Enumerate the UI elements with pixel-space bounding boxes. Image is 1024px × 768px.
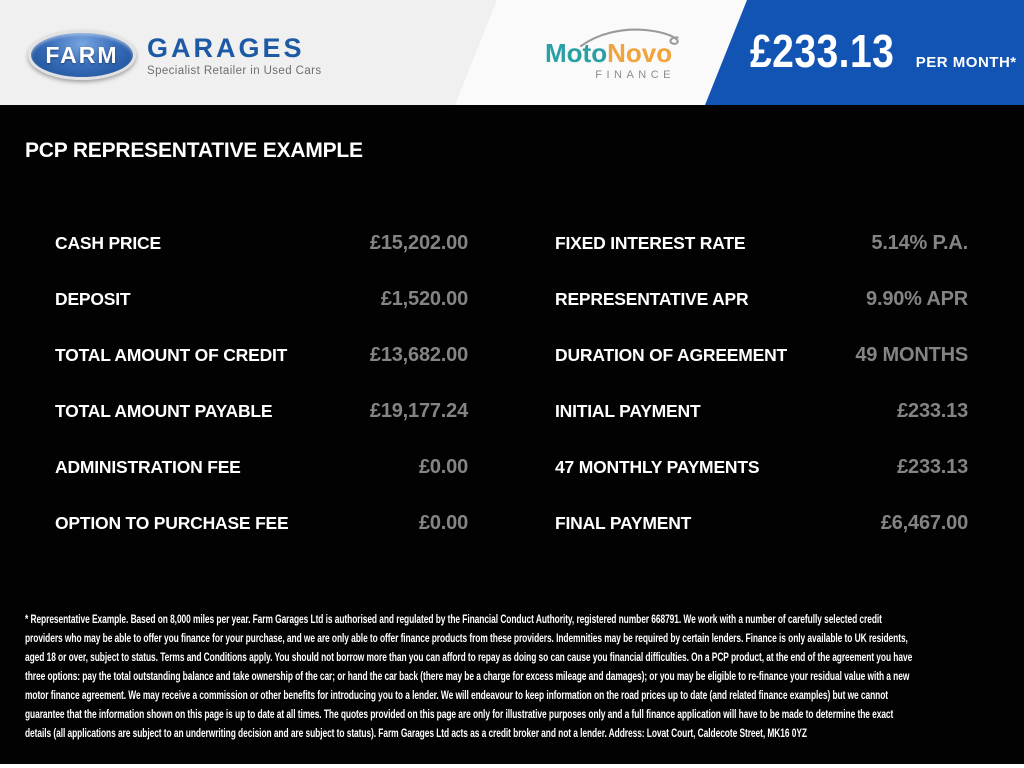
finance-row-total-amount-payable [55, 400, 468, 426]
finance-value: £233.13 [897, 400, 968, 422]
page-title: PCP REPRESENTATIVE EXAMPLE [25, 139, 363, 162]
finance-row-monthly-payments [555, 456, 968, 482]
finance-value: £1,520.00 [380, 288, 468, 310]
finance-row-fixed-interest-rate [555, 232, 968, 258]
moto-text: Moto [545, 38, 608, 68]
finance-row-administration-fee [55, 456, 468, 482]
pcp-example-panel [0, 105, 1024, 764]
finance-value: 49 MONTHS [855, 344, 968, 366]
finance-value: 5.14% P.A. [871, 232, 968, 254]
header-banner [0, 0, 1024, 105]
finance-label: ADMINISTRATION FEE [55, 457, 241, 477]
footer-strip [0, 764, 1024, 768]
price-suffix: PER MONTH* [915, 54, 1017, 71]
finance-value: £13,682.00 [369, 344, 468, 366]
farm-garages-logo [28, 30, 322, 80]
finance-row-option-to-purchase-fee [55, 512, 468, 538]
dealer-name: GARAGES [147, 32, 305, 63]
finance-value: 9.90% APR [866, 288, 968, 310]
finance-label: INITIAL PAYMENT [555, 401, 701, 421]
finance-label: DURATION OF AGREEMENT [555, 345, 788, 365]
finance-value: £19,177.24 [369, 400, 468, 422]
finance-value: £0.00 [418, 512, 468, 534]
finance-label: REPRESENTATIVE APR [555, 289, 749, 309]
dealer-wordmark [147, 34, 322, 77]
finance-row-total-amount-of-credit [55, 344, 468, 370]
finance-value: £233.13 [897, 456, 968, 478]
finance-row-representative-apr [555, 288, 968, 314]
finance-table [55, 232, 1024, 538]
car-swoosh-icon [579, 25, 683, 54]
finance-label: CASH PRICE [55, 233, 161, 253]
finance-row-cash-price [55, 232, 468, 258]
finance-row-duration-of-agreement [555, 344, 968, 370]
farm-oval-text: FARM [45, 41, 119, 68]
finance-row-final-payment [555, 512, 968, 538]
farm-oval-badge [28, 30, 136, 80]
novo-text: Novo [607, 38, 673, 68]
finance-label: DEPOSIT [55, 289, 131, 309]
finance-value: £6,467.00 [880, 512, 968, 534]
representative-example-disclaimer: * Representative Example. Based on 8,000 miles per year. Farm Garages Ltd is authorised and regulated by the Financial Conduct Authority, registered number 668791. We work with a number of carefully selected credit providers who may be able to offer you finance for your purchase, and we are only able to offer finance products from these providers. Indemnities may be required by certain lenders. Finance is only available to UK residents, aged 18 or over, subject to status. Terms and Conditions apply. You should not borrow more than you can afford to repay as doing so can cause you financial difficulties. On a PCP product, at the end of the agreement you have three options: pay the total outstanding balance and take ownership of the car; or hand the car back (there may be a charge for excess mileage and damages); or you may be eligible to re-finance your residual value with a new motor finance agreement. We may receive a commission or other benefits for introducing you to a lender. We will endeavour to keep information on the road prices up to date (and related finance examples) but we cannot guarantee that the information shown on this page is up to date at all times. The quotes provided on this page are only for illustrative purposes only and a full finance application will have to be made to determine the exact details (all applications are subject to an underwriting decision and are subject to status). Farm Garages Ltd acts as a credit broker and not a lender. Address: Lovat Court, Caldecote Street, MK16 0YZ [25, 612, 913, 740]
finance-value: £15,202.00 [369, 232, 468, 254]
finance-label: TOTAL AMOUNT PAYABLE [55, 401, 273, 421]
finance-row-deposit [55, 288, 468, 314]
finance-label: OPTION TO PURCHASE FEE [55, 513, 289, 533]
finance-label: 47 MONTHLY PAYMENTS [555, 457, 760, 477]
monthly-price [750, 24, 1017, 78]
finance-label: TOTAL AMOUNT OF CREDIT [55, 345, 288, 365]
price-amount: £233.13 [750, 25, 895, 77]
finance-subtitle: FINANCE [595, 69, 675, 81]
finance-label: FIXED INTEREST RATE [555, 233, 746, 253]
motonovo-finance-logo [545, 25, 677, 81]
finance-row-initial-payment [555, 400, 968, 426]
finance-value: £0.00 [418, 456, 468, 478]
finance-label: FINAL PAYMENT [555, 513, 692, 533]
dealer-tagline: Specialist Retailer in Used Cars [147, 64, 322, 77]
